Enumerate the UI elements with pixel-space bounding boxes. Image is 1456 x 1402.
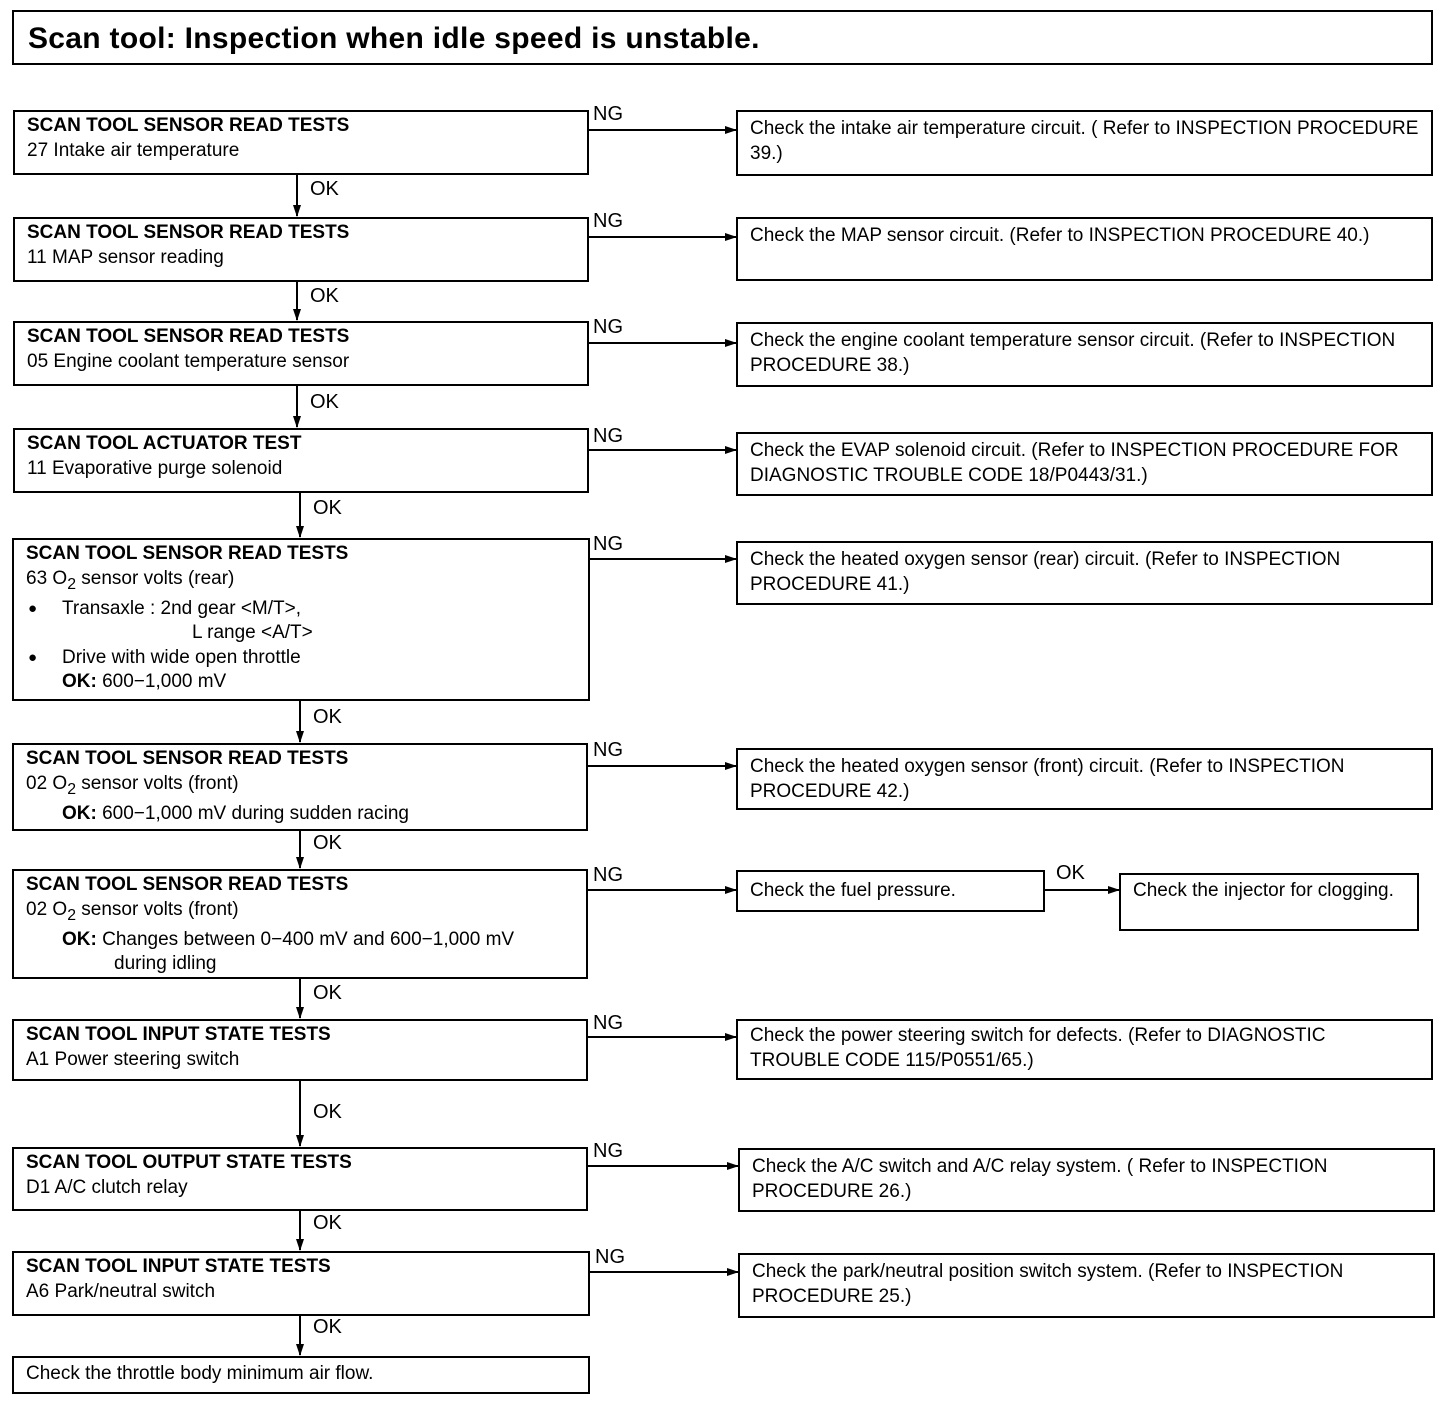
- ok-label: OK: [313, 1212, 342, 1234]
- o2-description: sensor volts (rear): [76, 567, 235, 589]
- o2-label: 63 O: [26, 567, 68, 589]
- step-box: [12, 1019, 588, 1081]
- o2-subscript: 2: [67, 906, 77, 924]
- ok-criteria: [26, 802, 574, 827]
- ng-label: NG: [593, 1012, 623, 1034]
- ok-label: OK: [310, 178, 339, 200]
- step-item: 27 Intake air temperature: [27, 139, 240, 161]
- step-heading: SCAN TOOL INPUT STATE TESTS: [26, 1024, 331, 1045]
- result-text: Check the injector for clogging.: [1133, 880, 1394, 901]
- bullet-item: ● Drive with wide open throttle: [26, 646, 576, 671]
- ng-label: NG: [593, 103, 623, 125]
- step-box: [12, 538, 590, 701]
- result-box: [736, 110, 1433, 176]
- ok-label: OK: [313, 832, 342, 854]
- ng-label: NG: [593, 425, 623, 447]
- page-title: Scan tool: Inspection when idle speed is unstable.: [28, 22, 760, 55]
- step-item: [26, 772, 574, 802]
- ok-label: OK: [313, 1101, 342, 1123]
- step-heading: SCAN TOOL OUTPUT STATE TESTS: [26, 1152, 352, 1173]
- step-item: [26, 898, 574, 928]
- result-text: Check the MAP sensor circuit. (Refer to INSPECTION PROCEDURE 40.): [750, 225, 1370, 246]
- ng-label: NG: [593, 1140, 623, 1162]
- bullet-item: ● Transaxle : 2nd gear <M/T>,: [26, 597, 576, 622]
- step-box: [12, 1147, 588, 1211]
- result-box: [738, 1253, 1435, 1318]
- result-box: [1119, 873, 1419, 931]
- step-heading: SCAN TOOL SENSOR READ TESTS: [27, 326, 350, 347]
- ok-label: OK: [313, 1316, 342, 1338]
- step-item: A1 Power steering switch: [26, 1048, 240, 1070]
- ok-value: 600−1,000 mV during sudden racing: [102, 802, 409, 824]
- ok-value: 600−1,000 mV: [102, 671, 227, 693]
- o2-description: sensor volts (front): [76, 898, 239, 920]
- step-heading: SCAN TOOL SENSOR READ TESTS: [27, 115, 350, 136]
- step-heading: SCAN TOOL SENSOR READ TESTS: [26, 748, 349, 769]
- result-box: [738, 1148, 1435, 1212]
- result-box: [736, 1019, 1433, 1080]
- o2-label: 02 O: [26, 772, 68, 794]
- result-box: [736, 322, 1433, 387]
- step-heading: SCAN TOOL SENSOR READ TESTS: [27, 222, 350, 243]
- result-box: [736, 217, 1433, 281]
- ok-value-continuation: during idling: [114, 953, 217, 975]
- step-item: A6 Park/neutral switch: [26, 1280, 216, 1302]
- step-heading: SCAN TOOL INPUT STATE TESTS: [26, 1256, 331, 1277]
- step-item: D1 A/C clutch relay: [26, 1176, 188, 1198]
- result-text: Check the heated oxygen sensor (front) circuit. (Refer to INSPECTION PROCEDURE 42.): [750, 756, 1345, 802]
- o2-subscript: 2: [67, 575, 77, 593]
- final-box: [12, 1356, 590, 1394]
- result-text: Check the engine coolant temperature sensor circuit. (Refer to INSPECTION PROCEDURE 38.): [750, 330, 1396, 376]
- ng-label: NG: [595, 1246, 625, 1268]
- step-item: 11 Evaporative purge solenoid: [27, 457, 283, 479]
- ok-label: OK: [310, 285, 339, 307]
- result-text: Check the A/C switch and A/C relay system. ( Refer to INSPECTION PROCEDURE 26.): [752, 1156, 1328, 1202]
- ok-label: OK: [310, 391, 339, 413]
- ok-criteria: [26, 928, 574, 953]
- step-item: 05 Engine coolant temperature sensor: [27, 350, 350, 372]
- step-box: [13, 428, 589, 493]
- ok-label: OK:: [62, 928, 97, 950]
- step-item: [26, 567, 576, 597]
- ok-value: Changes between 0−400 mV and 600−1,000 mV: [102, 928, 515, 950]
- ng-label: NG: [593, 210, 623, 232]
- step-box: [12, 743, 588, 831]
- ok-label: OK: [313, 982, 342, 1004]
- result-text: Check the intake air temperature circuit. ( Refer to INSPECTION PROCEDURE 39.): [750, 118, 1419, 164]
- bullet-continuation: L range <A/T>: [192, 622, 313, 644]
- step-box: [13, 321, 589, 386]
- result-text: Check the heated oxygen sensor (rear) circuit. (Refer to INSPECTION PROCEDURE 41.): [750, 549, 1341, 595]
- step-box: [12, 869, 588, 979]
- ok-label: OK:: [62, 802, 97, 824]
- ng-label: NG: [593, 864, 623, 886]
- step-box: [13, 217, 589, 282]
- o2-subscript: 2: [67, 780, 77, 798]
- ok-criteria: [26, 670, 576, 695]
- ok-label: OK: [313, 497, 342, 519]
- step-box: [12, 1251, 590, 1316]
- result-text: Check the fuel pressure.: [750, 880, 956, 901]
- ng-label: NG: [593, 739, 623, 761]
- final-text: Check the throttle body minimum air flow.: [26, 1363, 374, 1384]
- result-box: [736, 541, 1433, 605]
- result-text: Check the EVAP solenoid circuit. (Refer to INSPECTION PROCEDURE FOR DIAGNOSTIC TROUBLE CODE 18/P0443/31.): [750, 440, 1399, 486]
- o2-label: 02 O: [26, 898, 68, 920]
- result-box: [736, 432, 1433, 496]
- result-box: [736, 748, 1433, 810]
- step-item: 11 MAP sensor reading: [27, 246, 224, 268]
- ok-label: OK: [313, 706, 342, 728]
- result-text: Check the park/neutral position switch system. (Refer to INSPECTION PROCEDURE 25.): [752, 1261, 1344, 1307]
- result-text: Check the power steering switch for defects. (Refer to DIAGNOSTIC TROUBLE CODE 115/P0551/65.): [750, 1025, 1326, 1071]
- ng-label: NG: [593, 316, 623, 338]
- ok-label: OK: [1056, 862, 1085, 884]
- step-box: [13, 110, 589, 175]
- ok-label: OK:: [62, 671, 97, 693]
- step-heading: SCAN TOOL SENSOR READ TESTS: [26, 874, 349, 895]
- result-box: [736, 870, 1045, 912]
- o2-description: sensor volts (front): [76, 772, 239, 794]
- ng-label: NG: [593, 533, 623, 555]
- step-heading: SCAN TOOL SENSOR READ TESTS: [26, 543, 349, 564]
- step-heading: SCAN TOOL ACTUATOR TEST: [27, 433, 302, 454]
